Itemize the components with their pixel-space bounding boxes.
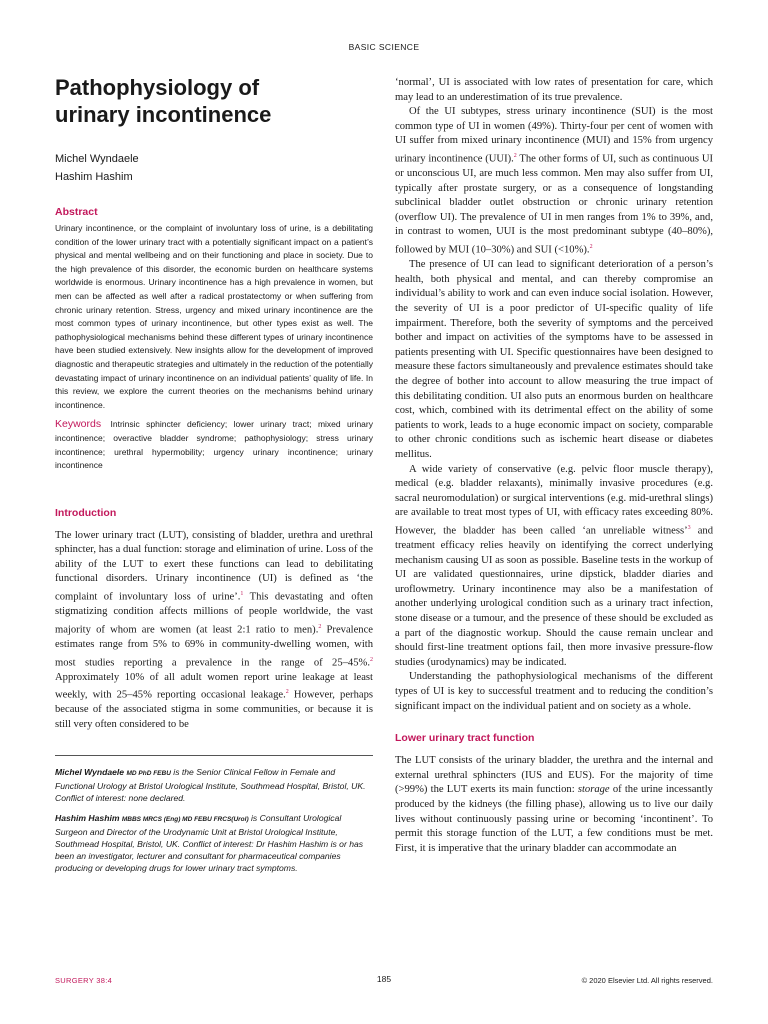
article-title: [55, 74, 373, 128]
keywords-text: Intrinsic sphincter deficiency; lower urinary tract; mixed urinary incontinence; overactive bladder syndrome; pathophysiology; stress urinary incontinence; urethral hypermobility; urgency urinary incontinence; urinary incontinence: [55, 419, 373, 471]
left-column: [55, 74, 373, 882]
author-note: [55, 812, 373, 874]
author-name: Michel Wyndaele: [55, 153, 139, 165]
citation-link[interactable]: 2: [318, 623, 322, 630]
running-header: BASIC SCIENCE: [348, 42, 420, 52]
author-note-degrees: MBBS MRCS (Eng) MD FEBU FRCS(Urol): [121, 815, 249, 823]
author-note-degrees: MD PhD FEBU: [126, 769, 171, 777]
body-emphasis: storage: [577, 784, 610, 796]
journal-reference: SURGERY 38:4: [55, 976, 113, 985]
body-text: and treatment efficacy relies heavily on identifying the correct underlying mechanism causing UI as soon as possible. Baseline tests in the workup of UI are validated questionnaires, urine dipstick, bladder diaries and uroflowmetry. Urinary incontinence may also be a manifestation of another underlying urological condition such as a urinary tract infection, stone disease or a tumour, and the presence of these should be excluded as a part of the diagnostic workup. Should the cause remain unclear and should first-line treatment options fail, then more invasive pressure-flow studies (urodynamics) may be indicated.: [395, 525, 713, 668]
author-name: Hashim Hashim: [55, 171, 133, 183]
citation-link[interactable]: 2: [513, 152, 517, 159]
intro-text: However, perhaps because of the associated stigma in some communities, or because it is still very often considered to be: [55, 689, 373, 730]
citation-link[interactable]: 2: [370, 656, 373, 663]
body-text: Of the UI subtypes, stress urinary incontinence (SUI) is the most common type of UI in women (49%). Thirty-four per cent of women with UI suffer from mixed urinary incontinence (MUI) and 15% from urgency urinary incontinence (UUI).: [395, 106, 713, 165]
body-paragraph: [395, 463, 713, 671]
page-number: 185: [376, 974, 392, 984]
footnote-divider: [55, 755, 373, 756]
citation-link[interactable]: 2: [589, 244, 593, 251]
abstract-text: Urinary incontinence, or the complaint of involuntary loss of urine, is a debilitating condition of the lower urinary tract with a potentially significant impact on a patient’s physical and mental wellbeing and on their functioning and place in society. Due to the high prevalence of this disorder, the economic burden on healthcare systems worldwide is enormous. Urinary incontinence has a high prevalence in women, but men can be affected as well after a radical prostatectomy or when suffering from chronic urinary retention. Stress, urgency and mixed urinary incontinence are the most common types of urinary incontinence, but other types exist as well. The pathophysiological mechanisms behind these different types of urinary incontinence have been studied extensively. New insights allow for the development of improved diagnostic and therapeutic strategies and ultimately in the reduction of the potentially devastating impact of urinary incontinence on an individual patients’ quality of life. In this review, we explore the current theories on the mechanisms behind urinary incontinence.: [55, 223, 374, 410]
intro-text: This devastating and often stigmatizing condition affects millions of people worldwide, the vast majority of whom are women (at least 2:1 ratio to men).: [55, 591, 373, 636]
body-text: of the urine incessantly produced by the kidneys (the filling phase), allowing us to live our daily lives without continuously passing urine or becoming ‘incontinent’. To permit this storage function of the LUT, a few conditions must be met. First, it is imperative that the urinary bladder can accommodate an: [395, 784, 713, 854]
introduction-heading: Introduction: [55, 506, 117, 519]
body-paragraph: Understanding the pathophysiological mechanisms of the different types of UI is key to successful treatment and to reducing the condition’s significant impact on the individual patient and on society as a whole.: [395, 671, 713, 712]
author-note-name: Michel Wyndaele: [55, 766, 125, 777]
body-paragraph: The presence of UI can lead to significant deterioration of a person’s health, both physical and mental, and can thereby compromise an individual’s ability to work and can even induce social isolation. However, the severity of UI is a poor predictor of UI-specific quality of life impairment. Therefore, both the severity of symptoms and the perceived bother and impact on activities of the symptoms have to be assessed in patients presenting with UI. Specific questionnaires have been designed to measure these factors simultaneously and prevalence estimates should take the degree of bother into account to allow measuring the true impact of this debilitating condition. UI also puts an enormous burden on healthcare cost, which, combined with its detrimental effect on the ability of some patients to work, leads to a huge economic impact on society, comparable to other chronic conditions such as ischemic heart disease or diabetes mellitus.: [395, 259, 713, 460]
author-note-text: is the Senior Clinical Fellow in Female and Functional Urology at Bristol Urological Institute, Southmead Hospital, Bristol, UK. Conflict of interest: none declared.: [55, 766, 366, 803]
copyright-notice: © 2020 Elsevier Ltd. All rights reserved.: [581, 976, 713, 985]
abstract-heading: Abstract: [55, 206, 98, 218]
keywords-block: [55, 418, 373, 472]
author-note: [55, 766, 373, 804]
author-note-text: is Consultant Urological Surgeon and Director of the Urodynamic Unit at Bristol Urological Institute, Southmead Hospital, Bristol, UK. Conflict of interest: Dr Hashim Hashim is or has been an investigator, lecturer and consultant for pharmaceutical companies producing or developing drugs for lower urinary tract symptoms.: [55, 812, 364, 873]
keywords-heading: Keywords: [55, 418, 102, 431]
citation-link[interactable]: 1: [240, 591, 244, 598]
intro-text: Approximately 10% of all adult women report urine leakage at least weekly, with 25–45% reporting occasional leakage.: [55, 671, 373, 701]
body-paragraph: ‘normal’, UI is associated with low rates of presentation for care, which may lead to an underestimation of its true prevalence.: [395, 77, 713, 103]
intro-text: The lower urinary tract (LUT), consisting of bladder, urethra and urethral sphincter, has a dual function: storage and elimination of urine. Loss of the ability of the LUT to exert these functions can lead to debilitating functional disorders. Urinary incontinence (UI) is defined as ‘the complaint of involuntary loss of urine’.: [55, 529, 373, 603]
introduction-paragraph: [55, 529, 373, 733]
title-line-2: urinary incontinence: [55, 102, 272, 127]
citation-link[interactable]: 3: [687, 524, 691, 531]
intro-text: Prevalence estimates range from 5% to 69% in community-dwelling women, with most studies reporting a prevalence in the range of 25–45%.: [55, 624, 373, 669]
right-column: [395, 76, 713, 856]
citation-link[interactable]: 2: [285, 689, 289, 696]
title-line-1: Pathophysiology of: [55, 75, 260, 100]
body-text: A wide variety of conservative (e.g. pelvic floor muscle therapy), medical (e.g. bladder relaxants), minimally invasive procedures (e.g. sacral neuromodulation) or surgical interventions (e.g. mid-urethral slings) are available to treat most types of UI, with efficacy rates exceeding 80%. However, the bladder has been called ‘an unreliable witness’: [395, 463, 713, 537]
body-paragraph: [395, 105, 713, 258]
author-note-name: Hashim Hashim: [55, 812, 120, 823]
body-paragraph: [395, 754, 713, 856]
lut-function-heading: Lower urinary tract function: [395, 732, 535, 745]
body-text: The other forms of UI, such as continuous UI or unconscious UI, are much less common. Men may also suffer from UI, typically after prostate surgery, or as a consequence of longstanding subclinical bladder outlet obstruction or chronic urinary retention (overflow UI). The prevalence of UI in men ranges from 1% to 39%, and, in contrast to women, UUI is the most predominant subtype (40–80%), followed by MUI (10–30%) and SUI (<10%).: [395, 153, 713, 256]
body-text: The LUT consists of the urinary bladder, the urethra and the internal and external urethral sphincters (IUS and EUS). For the majority of time (>99%) the LUT exerts its main function:: [395, 755, 713, 796]
author-list: [55, 150, 373, 186]
